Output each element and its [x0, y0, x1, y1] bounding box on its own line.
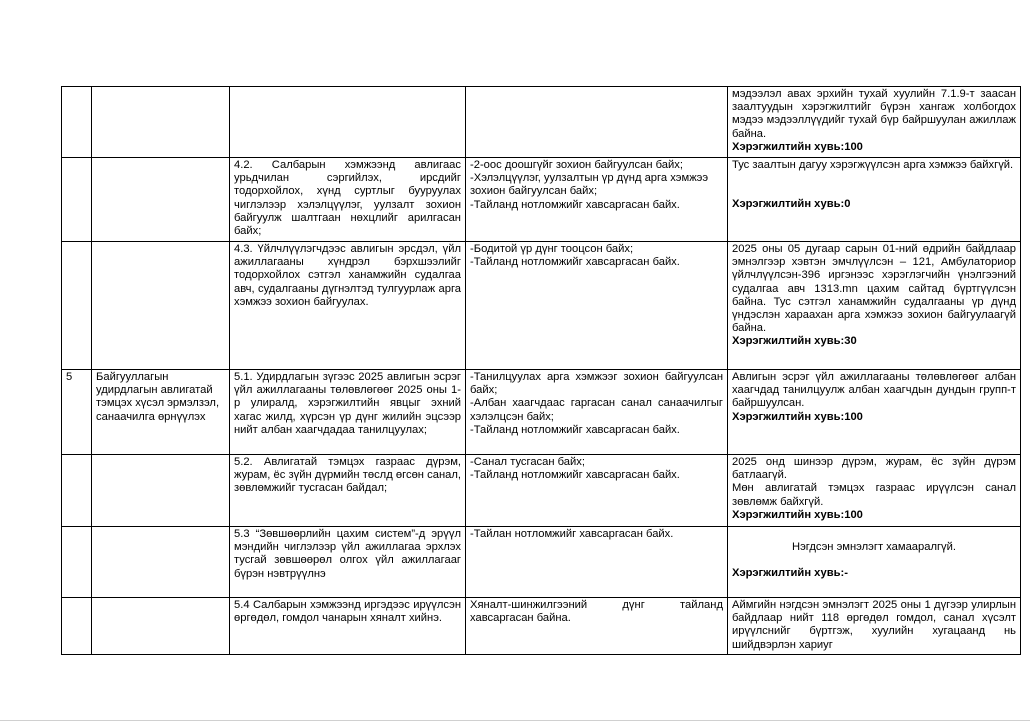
- indicator-item: -Бодитой үр дүнг тооцсон байх;: [470, 243, 634, 255]
- indicator-item: -Тайланд нотломжийг хавсаргасан байх.: [470, 256, 680, 269]
- area-cell: [92, 527, 230, 598]
- result-text: 2025 онд шинээр дүрэм, журам, ёс зүйн дүрэм батлаагүй.: [732, 456, 1016, 482]
- task-cell: 5.3 “Зөвшөөрлийн цахим систем”-д эрүүл мэндийн чиглэлээр үйл ажиллагаа эрхлэх тусгай зөвшөөрөл олгох үйл ажиллагааг бүрэн нэвтрүүлнэ: [230, 527, 466, 598]
- indicator-cell: [466, 455, 728, 527]
- table-row: [62, 370, 1021, 455]
- area-cell: [92, 598, 230, 655]
- page-bottom-divider: [0, 720, 1030, 721]
- implementation-score: Хэрэгжилтийн хувь:100: [732, 410, 863, 423]
- row-number: 5: [62, 370, 92, 455]
- implementation-score: Хэрэгжилтийн хувь:100: [732, 140, 863, 153]
- task-cell: 5.1. Удирдлагын зүгээс 2025 авлигын эсрэг үйл ажиллагааны төлөвлөгөөг 2025 оны 1-р улиралд, хэрэгжилтийн явцыг эхний хагас жилд, хүрсэн үр дүнг жилийн эцсээр нийт албан хаагчдадаа танилцуулах;: [230, 370, 466, 455]
- row-number: [62, 598, 92, 655]
- table-row: [62, 527, 1021, 598]
- result-cell: [728, 242, 1021, 370]
- result-text: 2025 оны 05 дугаар сарын 01-ний өдрийн байдлаар эмнэлгээр хэвтэн эмчлүүлсэн – 121, Амбулаториор үйлчлүүлсэн-396 иргэнээс хэрэглэгчийн үнэлгээний судалгаа авч 1313.mn цахим сайтад бүртгүүлсэн байна. Тус сэтгэл ханамжийн судалгааны үр дүнд үндэслэн хараахан арга хэмжээ зохион байгуулаагүй байна.: [732, 243, 1016, 335]
- result-text: Аймгийн нэгдсэн эмнэлэгт 2025 оны 1 дүгээр улирлын байдлаар нийт 118 өргөдөл гомдол, санал хүсэлт ирүүлснийг бүртгэж, хуулийн хугацаанд нь шийдвэрлэн хариуг: [732, 599, 1016, 651]
- row-number: [62, 87, 92, 158]
- indicator-item: -Хэлэлцүүлэг, уулзалтын үр дүнд арга хэмжээ зохион байгуулсан байх;: [470, 172, 709, 198]
- row-number: [62, 242, 92, 370]
- result-text: Нэгдсэн эмнэлэгт хамааралгүй.: [791, 541, 957, 553]
- table-row: [62, 87, 1021, 158]
- task-cell: 4.3. Үйлчлүүлэгчдээс авлигын эрсдэл, үйл ажиллагааны хүндрэл бэрхшээлийг тодорхойлох сэтгэл ханамжийн судалгаа авч, судалгааны дүгнэлтэд тулгуурлаж арга хэмжээ зохион байгуулах.: [230, 242, 466, 370]
- task-cell: 5.2. Авлигатай тэмцэх газраас дүрэм, журам, ёс зүйн дүрмийн төслд өгсөн санал, зөвлөмжийг тусгасан байдал;: [230, 455, 466, 527]
- indicator-item: -Тайланд нотломжийг хавсаргасан байх.: [470, 469, 680, 482]
- indicator-cell: [466, 87, 728, 158]
- area-cell: [92, 242, 230, 370]
- indicator-item: -Тайлан нотломжийг хавсаргасан байх.: [470, 528, 674, 540]
- task-cell: 5.4 Салбарын хэмжээнд иргэдээс ирүүлсэн өргөдөл, гомдол чанарын хяналт хийнэ.: [230, 598, 466, 655]
- indicator-cell: [466, 158, 728, 242]
- implementation-score: Хэрэгжилтийн хувь:-: [732, 567, 848, 580]
- table-row: [62, 158, 1021, 242]
- area-cell: [92, 158, 230, 242]
- implementation-score: Хэрэгжилтийн хувь:0: [732, 198, 851, 211]
- row-number: [62, 158, 92, 242]
- indicator-item: -Тайланд нотломжийг хавсаргасан байх.: [470, 423, 680, 436]
- area-cell: [92, 455, 230, 527]
- result-cell: [728, 370, 1021, 455]
- implementation-score: Хэрэгжилтийн хувь:30: [732, 335, 857, 348]
- result-text: Мөн авлигатай тэмцэх газраас ирүүлсэн санал зөвлөмж байхгүй.: [732, 482, 1016, 508]
- result-cell: [728, 598, 1021, 655]
- table-row: [62, 242, 1021, 370]
- result-cell: [728, 87, 1021, 158]
- indicator-item: -Тайланд нотломжийг хавсаргасан байх.: [470, 198, 680, 211]
- table-row: [62, 455, 1021, 527]
- indicator-item: -2-оос доошгүйг зохион байгуулсан байх;: [470, 159, 683, 171]
- indicator-item: -Санал тусгасан байх;: [470, 456, 585, 468]
- indicator-cell: [466, 527, 728, 598]
- result-cell: [728, 455, 1021, 527]
- indicator-item: -Албан хаагчдаас гаргасан санал санаачилгыг хэлэлцсэн байх;: [470, 397, 723, 423]
- indicator-item: -Танилцуулах арга хэмжээг зохион байгуулсан байх;: [470, 371, 723, 397]
- result-text: мэдээлэл авах эрхийн тухай хуулийн 7.1.9-т заасан заалтуудын хэрэгжилтийг бүрэн хангаж холбогдох мэдээ мэдээллүүдийг тухай бүр байршуулан ажиллаж байна.: [732, 88, 1016, 140]
- indicator-cell: [466, 598, 728, 655]
- implementation-score: Хэрэгжилтийн хувь:100: [732, 508, 863, 521]
- row-number: [62, 527, 92, 598]
- result-text: Тус заалтын дагуу хэрэгжүүлсэн арга хэмжээ байхгүй.: [732, 159, 1014, 171]
- plan-report-table: [61, 86, 1021, 655]
- result-text: Авлигын эсрэг үйл ажиллагааны төлөвлөгөөг албан хаагчдад танилцуулж албан хаагчдын дундын групп-т байршуулсан.: [732, 371, 1016, 410]
- row-number: [62, 455, 92, 527]
- area-cell: [92, 87, 230, 158]
- indicator-cell: [466, 242, 728, 370]
- indicator-item: Хяналт-шинжилгээний дүнг тайланд хавсаргасан байна.: [470, 599, 723, 625]
- result-cell: [728, 527, 1021, 598]
- area-cell: Байгууллагын удирдлагын авлигатай тэмцэх хүсэл эрмэлзэл, санаачилга өрнүүлэх: [92, 370, 230, 455]
- task-cell: 4.2. Салбарын хэмжээнд авлигаас урьдчилан сэргийлэх, ирсдийг тодорхойлох, хүнд суртлыг бууруулах чиглэлээр хэлэлцүүлэг, уулзалт зохион байгуулж шалтгаан нөхцлийг арилгасан байх;: [230, 158, 466, 242]
- result-cell: [728, 158, 1021, 242]
- task-cell: [230, 87, 466, 158]
- table-row: [62, 598, 1021, 655]
- indicator-cell: [466, 370, 728, 455]
